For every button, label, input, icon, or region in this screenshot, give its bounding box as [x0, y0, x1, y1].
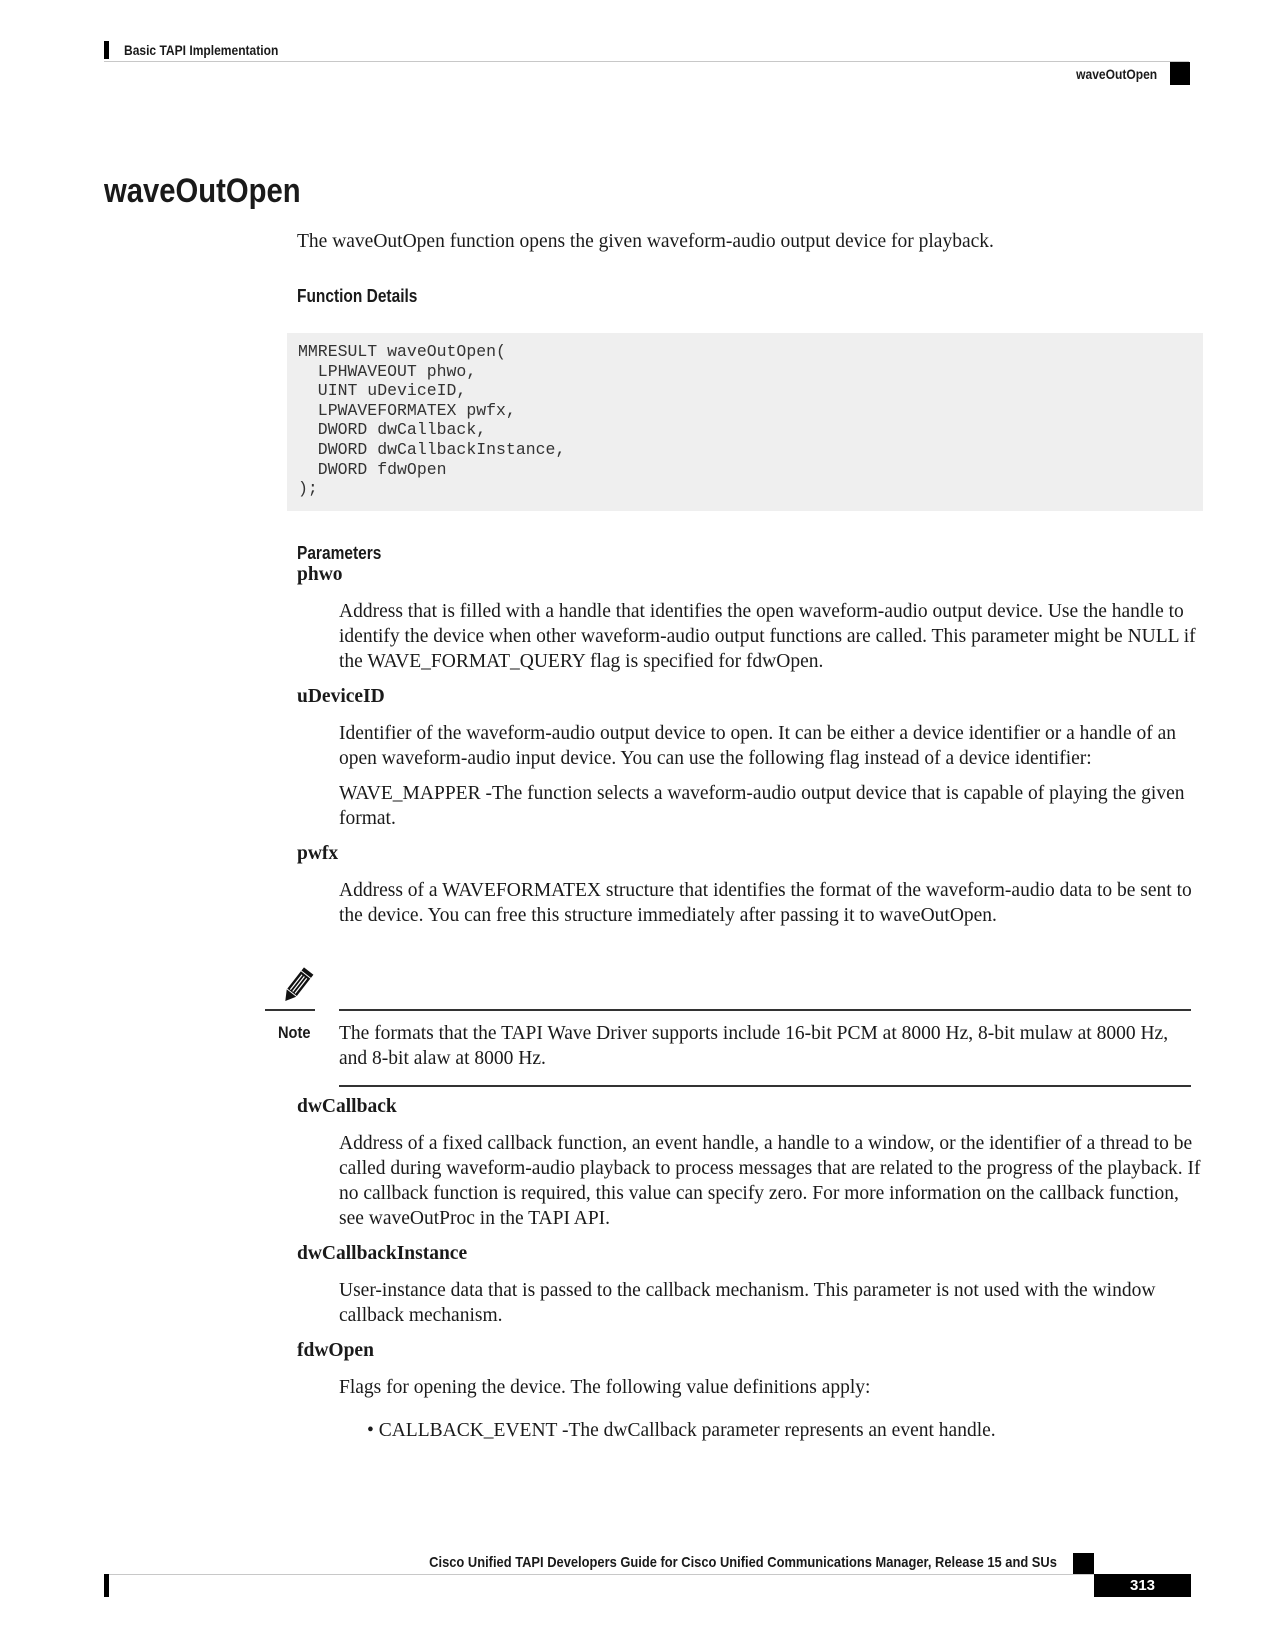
footer-square-mark [1073, 1553, 1094, 1574]
note-text: The formats that the TAPI Wave Driver supports include 16-bit PCM at 8000 Hz, 8-bit mulaw at 8000 Hz, and 8-bit alaw at 8000 Hz. [339, 1023, 1169, 1069]
param-name-dwcallbackinstance: dwCallbackInstance [297, 1243, 468, 1264]
footer-bar-mark [104, 1574, 109, 1597]
footer-guide-title: Cisco Unified TAPI Developers Guide for Cisco Unified Communications Manager, Release 15 and SUs [429, 1554, 1057, 1571]
intro-paragraph: The waveOutOpen function opens the given waveform-audio output device for playback. [297, 231, 994, 252]
header-square-mark [1170, 62, 1190, 85]
note-label: Note [278, 1023, 311, 1042]
note-top-rule [339, 1009, 1191, 1011]
header-bar-mark [104, 41, 109, 59]
param-name-phwo: phwo [297, 564, 343, 585]
param-desc-udeviceid-text: Identifier of the waveform-audio output device to open. It can be either a device identifier or a handle of an open waveform-audio input device. You can use the following flag instead of a device identifier: [339, 723, 1177, 769]
param-desc-phwo-text: Address that is filled with a handle that identifies the open waveform-audio output device. Use the handle to identify the device when other waveform-audio output functions are called. This parameter might be NULL if the WAVE_FORMAT_QUERY flag is specified for fdwOpen. [339, 601, 1196, 672]
param-name-pwfx: pwfx [297, 843, 339, 864]
note-bottom-rule [339, 1085, 1191, 1087]
note-icon-rule [265, 1009, 315, 1011]
header-section-title: Basic TAPI Implementation [124, 42, 279, 58]
pencil-icon [277, 966, 317, 1006]
header-topic: waveOutOpen [1076, 66, 1157, 82]
param-desc-pwfx [339, 878, 1205, 928]
page-number: 313 [1129, 1577, 1156, 1594]
parameters-heading: Parameters [297, 543, 382, 563]
param-desc-pwfx-text: Address of a WAVEFORMATEX structure that identifies the format of the waveform-audio data to be sent to the device. You can free this structure immediately after passing it to waveOutOpen. [339, 880, 1192, 926]
footer-rule [104, 1574, 1190, 1575]
param-desc-dwcallbackinstance [339, 1278, 1205, 1328]
page-title: waveOutOpen [104, 172, 301, 210]
param-desc-wave-mapper [339, 781, 1205, 831]
param-desc-wave-mapper-text: WAVE_MAPPER -The function selects a waveform-audio output device that is capable of playing the given format. [339, 783, 1185, 829]
param-name-udeviceid: uDeviceID [297, 686, 385, 707]
param-name-fdwopen: fdwOpen [297, 1340, 374, 1361]
param-desc-dwcallbackinstance-text: User-instance data that is passed to the callback mechanism. This parameter is not used with the window callback mechanism. [339, 1280, 1156, 1326]
param-desc-dwcallback-text: Address of a fixed callback function, an event handle, a handle to a window, or the identifier of a thread to be called during waveform-audio playback to process messages that are related to the progress of the playback. If no callback function is required, this value can specify zero. For more information on the callback function, see waveOutProc in the TAPI API. [339, 1133, 1201, 1229]
param-desc-dwcallback [339, 1131, 1205, 1231]
function-signature: MMRESULT waveOutOpen( LPHWAVEOUT phwo, UINT uDeviceID, LPWAVEFORMATEX pwfx, DWORD dwCallback, DWORD dwCallbackInstance, DWORD fdwOpen ); [298, 342, 566, 499]
param-desc-fdwopen-text: Flags for opening the device. The following value definitions apply: [339, 1377, 871, 1398]
header-rule [104, 61, 1189, 62]
list-item-callback-event: • CALLBACK_EVENT -The dwCallback parameter represents an event handle. [367, 1420, 996, 1441]
param-desc-phwo [339, 599, 1205, 674]
param-desc-udeviceid [339, 721, 1205, 771]
param-desc-fdwopen [339, 1375, 1205, 1400]
param-name-dwcallback: dwCallback [297, 1096, 397, 1117]
function-details-heading: Function Details [297, 286, 418, 306]
code-block [287, 333, 1203, 511]
